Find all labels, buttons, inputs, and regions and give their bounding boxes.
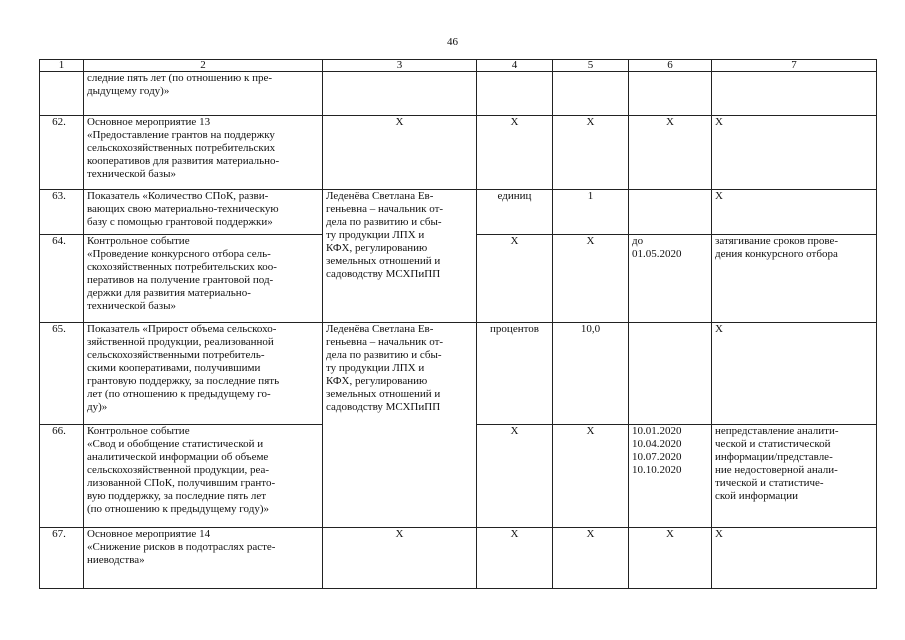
- row-risk: Х: [712, 190, 877, 235]
- row-date: Х: [629, 116, 712, 190]
- row-responsible: Х: [323, 116, 477, 190]
- row-value: Х: [553, 116, 629, 190]
- table-row: [40, 323, 877, 425]
- page-number: 46: [447, 36, 458, 48]
- table-row: [40, 528, 877, 589]
- row-unit: процентов: [477, 323, 553, 425]
- row-text: Контрольное событие «Свод и обобщение статистической и аналитической информации об объеме сельскохозяйственной продукции, реа- лизованной СПоК, получившим гранто- вую поддержку, за последние пять лет (по отношению к предыдущему году)»: [84, 425, 323, 528]
- header-cell: 5: [553, 60, 629, 72]
- header-cell: 6: [629, 60, 712, 72]
- row-date: до 01.05.2020: [629, 235, 712, 323]
- row-text: Основное мероприятие 14 «Снижение рисков в подотраслях расте- ниеводства»: [84, 528, 323, 589]
- row-text: Контрольное событие «Проведение конкурсного отбора сель- скохозяйственных потребительских коо- перативов на получение грантовой под- держки для развития материально- технической базы»: [84, 235, 323, 323]
- header-cell: 1: [40, 60, 84, 72]
- row-text: следние пять лет (по отношению к пре- дыдущему году)»: [84, 72, 323, 116]
- row-value: Х: [553, 528, 629, 589]
- row-risk: [712, 72, 877, 116]
- row-date: 10.01.2020 10.04.2020 10.07.2020 10.10.2020: [629, 425, 712, 528]
- row-text: Основное мероприятие 13 «Предоставление грантов на поддержку сельскохозяйственных потребительских кооперативов для развития материально- технической базы»: [84, 116, 323, 190]
- row-date: [629, 323, 712, 425]
- header-cell: 7: [712, 60, 877, 72]
- row-date: Х: [629, 528, 712, 589]
- row-responsible: [323, 72, 477, 116]
- row-risk: Х: [712, 323, 877, 425]
- row-responsible: Леденёва Светлана Ев- геньевна – начальник от- дела по развитию и сбы- ту продукции ЛПХ и КФХ, регулированию земельных отношений и садоводству МСХПиПП: [323, 190, 477, 323]
- header-cell: 3: [323, 60, 477, 72]
- row-responsible: Леденёва Светлана Ев- геньевна – начальник от- дела по развитию и сбы- ту продукции ЛПХ и КФХ, регулированию земельных отношений и садоводству МСХПиПП: [323, 323, 477, 528]
- row-value: 1: [553, 190, 629, 235]
- row-unit: единиц: [477, 190, 553, 235]
- table-row: [40, 116, 877, 190]
- header-cell: 4: [477, 60, 553, 72]
- row-text: Показатель «Прирост объема сельскохо- зяйственной продукции, реализованной сельскохозяйственными потребитель- скими кооперативами, получившими грантовую поддержку, за последние пять лет (по отношению к предыдущему го- ду)»: [84, 323, 323, 425]
- row-value: [553, 72, 629, 116]
- row-number: [40, 72, 84, 116]
- row-risk: затягивание сроков прове- дения конкурсного отбора: [712, 235, 877, 323]
- row-risk: Х: [712, 116, 877, 190]
- measures-table: [39, 59, 877, 589]
- row-number: 62.: [40, 116, 84, 190]
- row-unit: Х: [477, 425, 553, 528]
- row-date: [629, 72, 712, 116]
- row-unit: Х: [477, 528, 553, 589]
- row-unit: Х: [477, 235, 553, 323]
- row-date: [629, 190, 712, 235]
- row-responsible: Х: [323, 528, 477, 589]
- table-row: [40, 190, 877, 235]
- header-cell: 2: [84, 60, 323, 72]
- row-number: 64.: [40, 235, 84, 323]
- row-number: 65.: [40, 323, 84, 425]
- row-value: Х: [553, 425, 629, 528]
- row-risk: непредставление аналити- ческой и статистической информации/представле- ние недостоверной анали- тической и статистиче- ской информации: [712, 425, 877, 528]
- row-number: 63.: [40, 190, 84, 235]
- row-text: Показатель «Количество СПоК, разви- вающих свою материально-техническую базу с помощью грантовой поддержки»: [84, 190, 323, 235]
- row-risk: Х: [712, 528, 877, 589]
- row-value: Х: [553, 235, 629, 323]
- row-number: 66.: [40, 425, 84, 528]
- row-number: 67.: [40, 528, 84, 589]
- row-value: 10,0: [553, 323, 629, 425]
- table-row: [40, 72, 877, 116]
- row-unit: Х: [477, 116, 553, 190]
- row-unit: [477, 72, 553, 116]
- header-row: [40, 60, 877, 72]
